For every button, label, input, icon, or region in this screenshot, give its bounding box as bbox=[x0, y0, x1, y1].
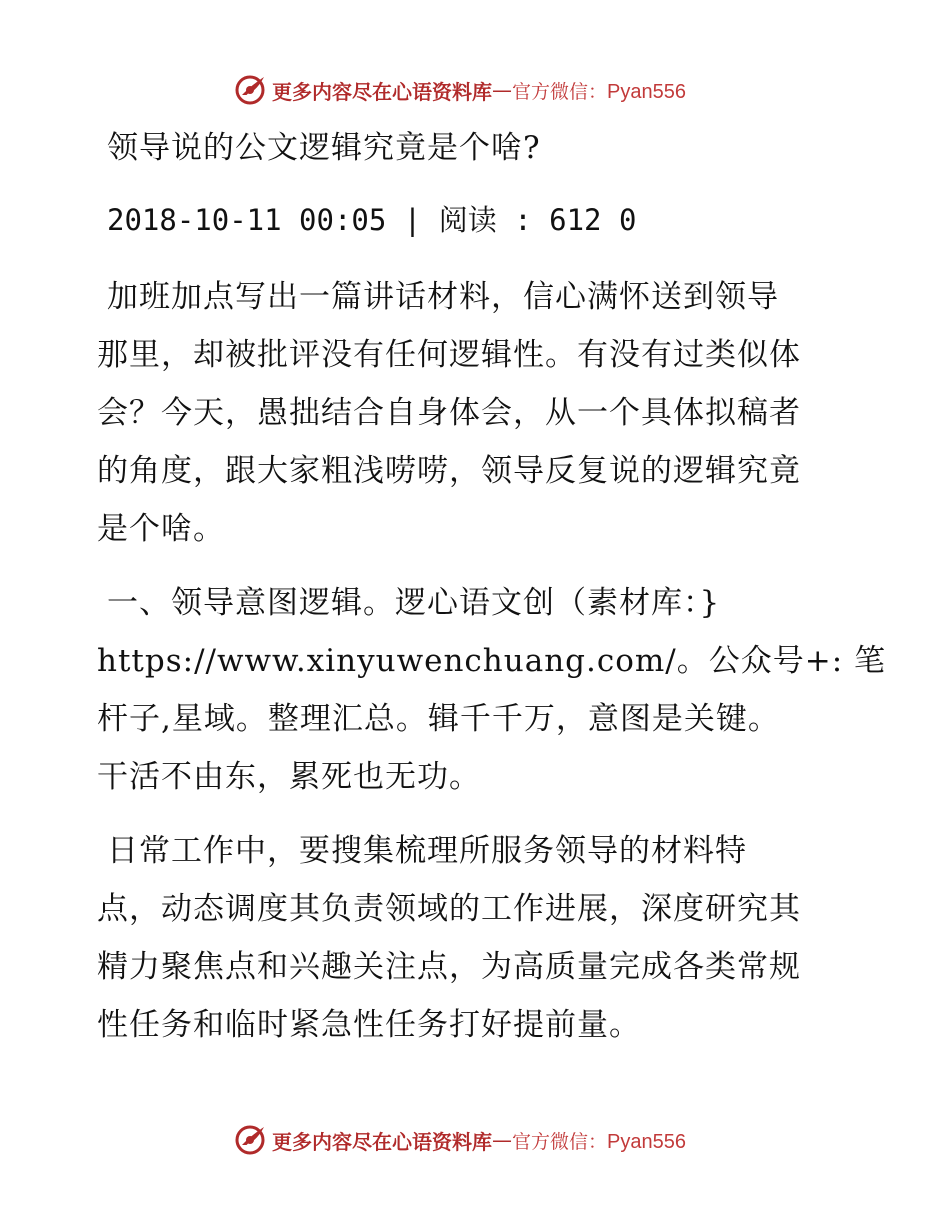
watermark-site-name: 更多内容尽在心语资料库 bbox=[272, 79, 492, 104]
paragraph-line: 日常工作中，要搜集梳理所服务领导的材料特 bbox=[107, 833, 747, 869]
watermark-contact bbox=[512, 77, 686, 104]
paragraph-line: 精力聚焦点和兴趣关注点，为高质量完成各类常规 bbox=[97, 949, 801, 985]
paragraph-line: 点，动态调度其负责领域的工作进展，深度研究其 bbox=[97, 891, 801, 927]
watermark-contact-label: 官方微信： bbox=[512, 1130, 608, 1153]
paragraph-line: 加班加点写出一篇讲话材料，信心满怀送到领导 bbox=[107, 279, 779, 315]
watermark-separator: — bbox=[492, 1128, 512, 1152]
paragraph-intro bbox=[97, 268, 857, 558]
paragraph-line: 是个啥。 bbox=[97, 511, 225, 547]
watermark-separator: — bbox=[492, 78, 512, 102]
paragraph-line: 性任务和临时紧急性任务打好提前量。 bbox=[97, 1007, 641, 1043]
paragraph-daily-work bbox=[97, 822, 857, 1054]
watermark-contact-label: 官方微信： bbox=[512, 80, 608, 103]
watermark-site-name: 更多内容尽在心语资料库 bbox=[272, 1129, 492, 1154]
watermark-contact-id: Pyan556 bbox=[607, 80, 686, 103]
footer-watermark bbox=[234, 1120, 686, 1160]
watermark-contact bbox=[512, 1127, 686, 1154]
paragraph-line: 一、领导意图逻辑。逻心语文创（素材库：} bbox=[107, 585, 721, 621]
paragraph-line: 会？今天，愚拙结合自身体会，从一个具体拟稿者 bbox=[97, 395, 801, 431]
paragraph-line: 杆子,星域。整理汇总。辑千千万，意图是关键。 bbox=[97, 701, 780, 737]
paragraph-line-url: https://www.xinyuwenchuang.com/。公众号+: 笔 bbox=[97, 643, 887, 679]
watermark-contact-id: Pyan556 bbox=[607, 1130, 686, 1153]
article-title: 领导说的公文逻辑究竟是个啥? bbox=[107, 130, 541, 166]
paragraph-line: 干活不由东，累死也无功。 bbox=[97, 759, 481, 795]
article-meta: 2018-10-11 00:05 | 阅读 : 612 0 bbox=[107, 203, 637, 237]
paragraph-line: 的角度，跟大家粗浅唠唠，领导反复说的逻辑究竟 bbox=[97, 453, 801, 489]
quill-pen-logo-icon bbox=[234, 73, 268, 107]
quill-pen-logo-icon bbox=[234, 1123, 268, 1157]
header-watermark bbox=[234, 70, 686, 110]
paragraph-section-one bbox=[97, 574, 887, 806]
paragraph-line: 那里，却被批评没有任何逻辑性。有没有过类似体 bbox=[97, 337, 801, 373]
